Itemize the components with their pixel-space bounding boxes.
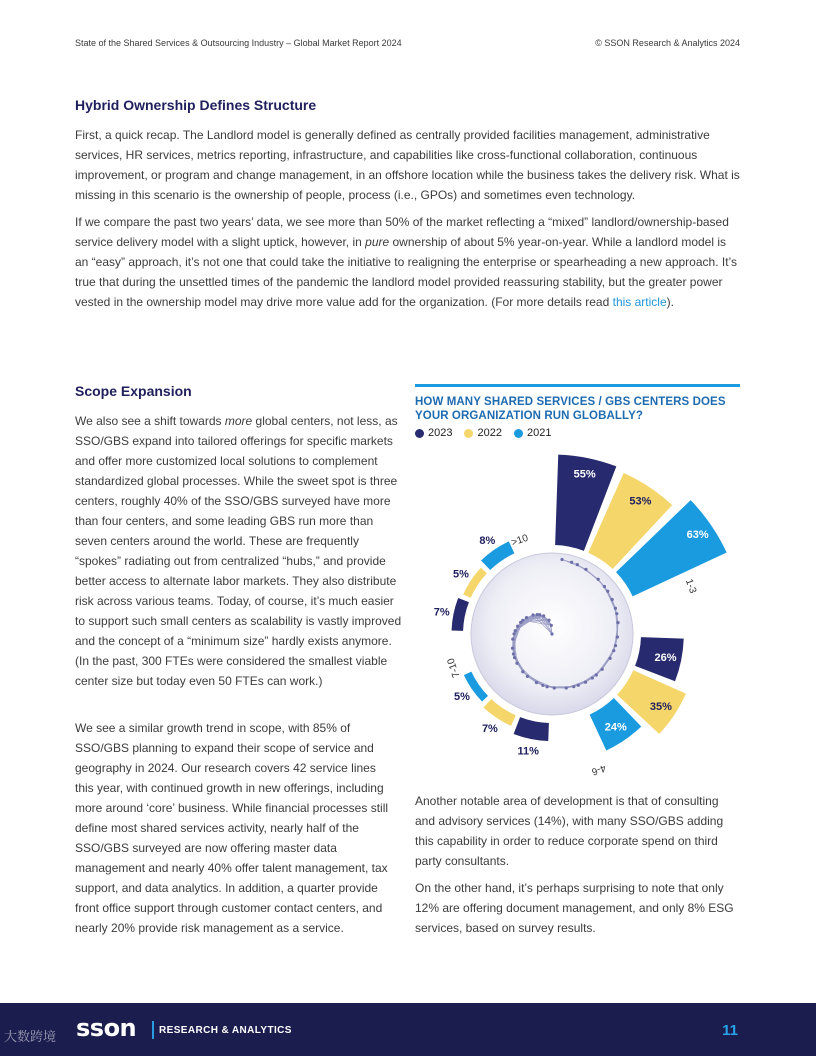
- globe-network-node: [515, 662, 518, 665]
- value-label-4-6-2023: 26%: [654, 652, 677, 665]
- text: global centers, not less, as SSO/GBS expand into tailored offerings for specific markets and offer more customized local solutions to complement standardized global processes. While the sweet spot is three centers, roughly 40% of the SSO/GBS surveyed have more than four centers, and some leading GBS run more than seven centers around the world. These are frequently “spokes” radiating out from centralized “hubs,” and provide better access to alternate labor markets. They also distribute risk across various teams. Today, of course, it’s much easier to support such small centers as scalability is vastly improved and the concept of a “minimum size” hardly exists anymore. (In the past, 300 FTEs were considered the smallest viable center size but today even 50 FTEs can work.): [75, 414, 402, 688]
- globe-network-node: [535, 681, 538, 684]
- value-label-7-10-2021: 5%: [454, 690, 470, 703]
- globe-network-node: [616, 621, 619, 624]
- globe-network-node: [565, 686, 568, 689]
- globe-network-node: [512, 632, 515, 635]
- category-label-1-3: 1-3: [682, 577, 699, 595]
- globe-network-node: [516, 625, 519, 628]
- globe-network-node: [584, 568, 587, 571]
- legend-label: 2022: [477, 427, 502, 439]
- paragraph-scope-growth: We see a similar growth trend in scope, with 85% of SSO/GBS planning to expand their scope of service and geography in 2024. Our research covers 42 service lines this year, with continued growth in new offerings, including more around ‘core’ business. While financial processes still define most shared services activity, nearly half of the SSO/GBS surveyed are now offering master data management and nearly 40% offer talent management, tax support, and data analytics. In addition, a quarter provide front office support through customer contact centers, and nearly 20% provide risk management as a service.: [75, 721, 389, 935]
- globe-network-node: [553, 686, 556, 689]
- value-label-4-6-2021: 24%: [604, 721, 627, 734]
- paragraph-landlord-recap: First, a quick recap. The Landlord model is generally defined as centrally provided facilities management, administrative services, HR services, metrics reporting, infrastructure, and capabilities like cross-functional collaboration, continuous improvement, or program and change management, in an offshore location while the business takes the delivery risk. What is missing in this scenario is the ownership of people, process (i.e., GPOs) and sometimes even technology.: [75, 128, 740, 202]
- logo-tagline: RESEARCH & ANALYTICS: [159, 1025, 292, 1036]
- text: We also see a shift towards: [75, 414, 225, 428]
- legend-label: 2023: [428, 427, 453, 439]
- value-label-7-10-2023: 11%: [517, 745, 539, 758]
- globe-network-node: [521, 670, 524, 673]
- globe-network-node: [616, 635, 619, 638]
- paragraph-consulting: Another notable area of development is that of consulting and advisory services (14%), with many SSO/GBS adding this capability in order to reduce corporate spend on third party consultants.: [415, 794, 724, 868]
- globe-network-node: [609, 657, 612, 660]
- legend-dot-2022: [464, 429, 473, 438]
- legend-item-2022: [464, 427, 501, 439]
- category-label->10: >10: [510, 532, 530, 549]
- globe-network-node: [611, 598, 614, 601]
- value-label->10-2023: 7%: [433, 606, 450, 619]
- legend-item-2021: [514, 427, 551, 439]
- section-title-scope: Scope Expansion: [75, 383, 192, 399]
- globe-network-node: [614, 607, 617, 610]
- value-label->10-2022: 5%: [452, 568, 469, 581]
- globe-network-node: [513, 656, 516, 659]
- value-label-1-3-2023: 55%: [573, 468, 596, 481]
- globe-network-node: [525, 616, 528, 619]
- globe-network-node: [597, 578, 600, 581]
- globe-network-node: [615, 612, 618, 615]
- globe-network-node: [541, 684, 544, 687]
- category-label-4-6: 4-6: [589, 761, 608, 777]
- chart-title: HOW MANY SHARED SERVICES / GBS CENTERS DOES YOUR ORGANIZATION RUN GLOBALLY?: [415, 396, 726, 422]
- text: ).: [666, 295, 674, 309]
- globe-network-node: [514, 629, 517, 632]
- globe-network-node: [612, 649, 615, 652]
- legend-item-2023: [415, 427, 452, 439]
- globe-network-node: [511, 637, 514, 640]
- globe-network-node: [603, 585, 606, 588]
- globe-network-node: [536, 613, 539, 616]
- globe-network-node: [560, 558, 563, 561]
- section-title-hybrid: Hybrid Ownership Defines Structure: [75, 97, 317, 113]
- chart-top-rule: [415, 384, 740, 387]
- globe-network-node: [606, 590, 609, 593]
- header-report-title: State of the Shared Services & Outsourcing Industry – Global Market Report 2024: [75, 38, 402, 48]
- page-number: 11: [722, 1022, 738, 1039]
- globe-network-node: [531, 613, 534, 616]
- text: If we compare the past two years’ data, we see more than 50% of the market reflecting a “mixed” landlord/ownership-based service delivery model with a slight uptick, however, in: [75, 215, 729, 249]
- globe-network-node: [526, 675, 529, 678]
- logo-separator: [152, 1021, 154, 1039]
- globe-network-node: [550, 624, 553, 627]
- value-label-1-3-2022: 53%: [629, 495, 652, 508]
- globe-network-node: [591, 676, 594, 679]
- bar-7-10-2023: [514, 717, 549, 741]
- text: ownership of about 5% year-on-year. While a landlord model is an “easy” approach, it’s not one that could take the initiative to realigning the enterprise or spearheading a new approach. It’s true that during the unsettled times of the pandemic the landlord model provided reassuring stability, but the greater power vested in the ownership model may drive more value add for the organization. (For more details read: [75, 235, 737, 309]
- chart-legend: [415, 427, 551, 439]
- globe-network-node: [519, 621, 522, 624]
- legend-dot-2021: [514, 429, 523, 438]
- value-label-7-10-2022: 7%: [481, 722, 498, 735]
- globe-network-node: [546, 685, 549, 688]
- this-article-link[interactable]: this article: [612, 295, 667, 309]
- globe-network-node: [542, 614, 545, 617]
- value-label->10-2021: 8%: [479, 534, 496, 547]
- paragraph-document-management: On the other hand, it’s perhaps surprising to note that only 12% are offering document management, and only 8% ESG services, based on survey results.: [415, 881, 734, 935]
- globe-network-node: [576, 563, 579, 566]
- globe-network-graphic: [471, 553, 633, 715]
- globe-network-node: [547, 619, 550, 622]
- legend-dot-2023: [415, 429, 424, 438]
- globe-network-node: [570, 561, 573, 564]
- globe-network-node: [601, 668, 604, 671]
- value-label-1-3-2021: 63%: [686, 528, 709, 541]
- globe-network-node: [614, 644, 617, 647]
- globe-network-node: [584, 681, 587, 684]
- category-label-7-10: 7-10: [445, 656, 463, 679]
- emphasis-pure: pure: [365, 235, 390, 249]
- centers-radial-chart: [415, 442, 740, 787]
- paragraph-ownership-comparison: [75, 212, 741, 312]
- paragraph-global-centers: [75, 411, 403, 691]
- watermark-text: 大数跨境: [4, 1029, 57, 1044]
- header-copyright: © SSON Research & Analytics 2024: [595, 38, 740, 48]
- emphasis-more: more: [224, 414, 253, 428]
- globe-network-node: [595, 673, 598, 676]
- globe-network-node: [511, 647, 514, 650]
- bar->10-2023: [452, 598, 469, 631]
- value-label-4-6-2022: 35%: [649, 701, 672, 714]
- globe-network-node: [550, 632, 553, 635]
- globe-network-node: [577, 684, 580, 687]
- globe-network-node: [572, 685, 575, 688]
- sson-logo: sson: [76, 1014, 137, 1042]
- legend-label: 2021: [526, 427, 552, 439]
- globe-network-node: [512, 652, 515, 655]
